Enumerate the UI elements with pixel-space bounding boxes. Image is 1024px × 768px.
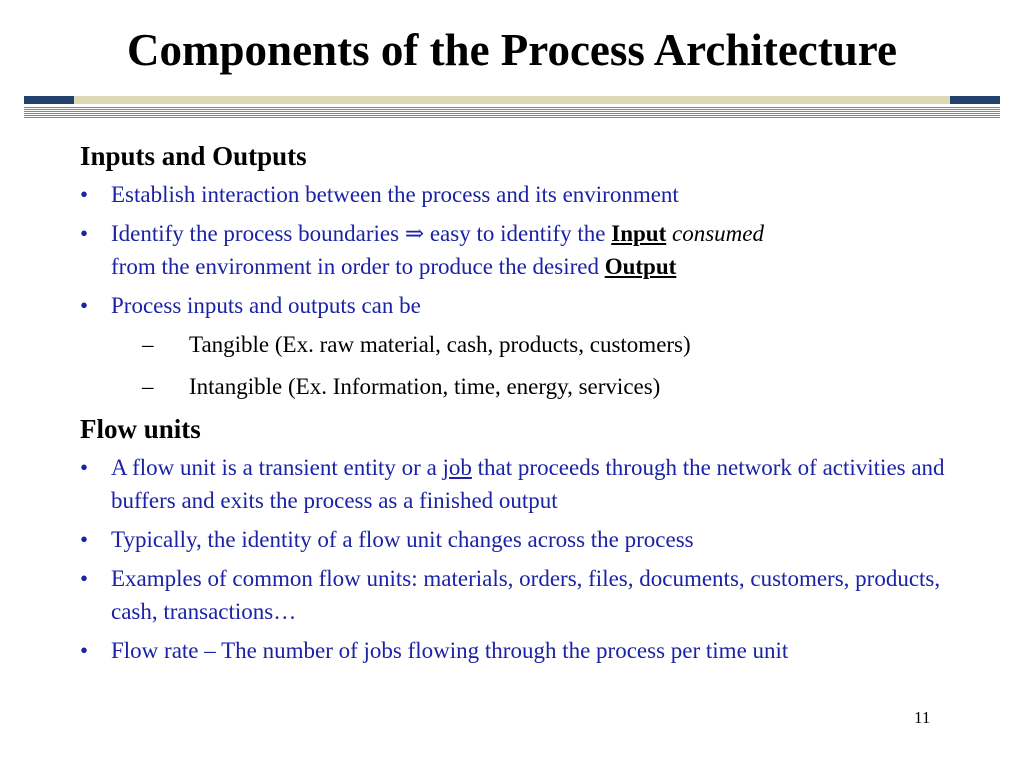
- consumed-term: consumed: [671, 221, 764, 246]
- bullet-text: Typically, the identity of a flow unit changes across the process: [111, 527, 694, 552]
- bullet-text: Establish interaction between the process and its environment: [111, 182, 679, 207]
- title-divider: [24, 96, 1000, 122]
- sub-bullet-dash: –: [142, 374, 154, 399]
- sub-bullet-text: Intangible (Ex. Information, time, energy, services): [189, 374, 661, 399]
- bullet-dot: •: [80, 293, 89, 318]
- slide-title: Components of the Process Architecture: [127, 25, 897, 75]
- bullet-item: [80, 178, 980, 211]
- divider-accent-left: [24, 96, 74, 104]
- bullet-dot: •: [80, 455, 89, 480]
- bullet-text: Identify the process boundaries: [111, 221, 405, 246]
- implies-arrow: ⇒: [404, 221, 425, 246]
- section-heading-inputs-outputs: Inputs and Outputs: [80, 141, 307, 171]
- output-term: Output: [604, 254, 677, 279]
- bullet-dot: •: [80, 182, 89, 207]
- bullet-text: Flow rate – The number of jobs flowing through the process per time unit: [111, 638, 789, 663]
- sub-bullet-dash: –: [142, 332, 154, 357]
- bullet-text: from the environment in order to produce the desired: [111, 254, 605, 279]
- bullet-dot: •: [80, 566, 89, 591]
- page-number: 11: [914, 708, 931, 727]
- divider-accent-right: [950, 96, 1000, 104]
- bullet-dot: •: [80, 638, 89, 663]
- bullet-item: [80, 523, 980, 556]
- section-heading-flow-units: Flow units: [80, 414, 201, 444]
- sub-bullet-item: [80, 370, 980, 403]
- bullet-item: [80, 451, 980, 517]
- slide-body: [80, 140, 980, 673]
- divider-band: [24, 96, 1000, 104]
- bullet-text: Process inputs and outputs can be: [111, 293, 421, 318]
- bullet-dot: •: [80, 527, 89, 552]
- bullet-text: that proceeds through the network of activities and buffers and exits the process as a finished output: [111, 455, 945, 513]
- sub-bullet-text: Tangible (Ex. raw material, cash, products, customers): [189, 332, 691, 357]
- bullet-text: A flow unit is a transient entity or a: [111, 455, 443, 480]
- sub-bullet-item: [80, 328, 980, 361]
- bullet-text: Examples of common flow units: materials, orders, files, documents, customers, products, cash, transactions…: [111, 566, 941, 624]
- bullet-text: easy to identify the: [424, 221, 612, 246]
- job-term: job: [442, 455, 472, 480]
- bullet-item: [80, 289, 980, 322]
- input-term: Input: [611, 221, 667, 246]
- bullet-dot: •: [80, 221, 89, 246]
- divider-stripes: [24, 107, 1000, 118]
- bullet-item: [80, 634, 980, 667]
- bullet-item: [80, 562, 980, 628]
- bullet-item: [80, 217, 980, 283]
